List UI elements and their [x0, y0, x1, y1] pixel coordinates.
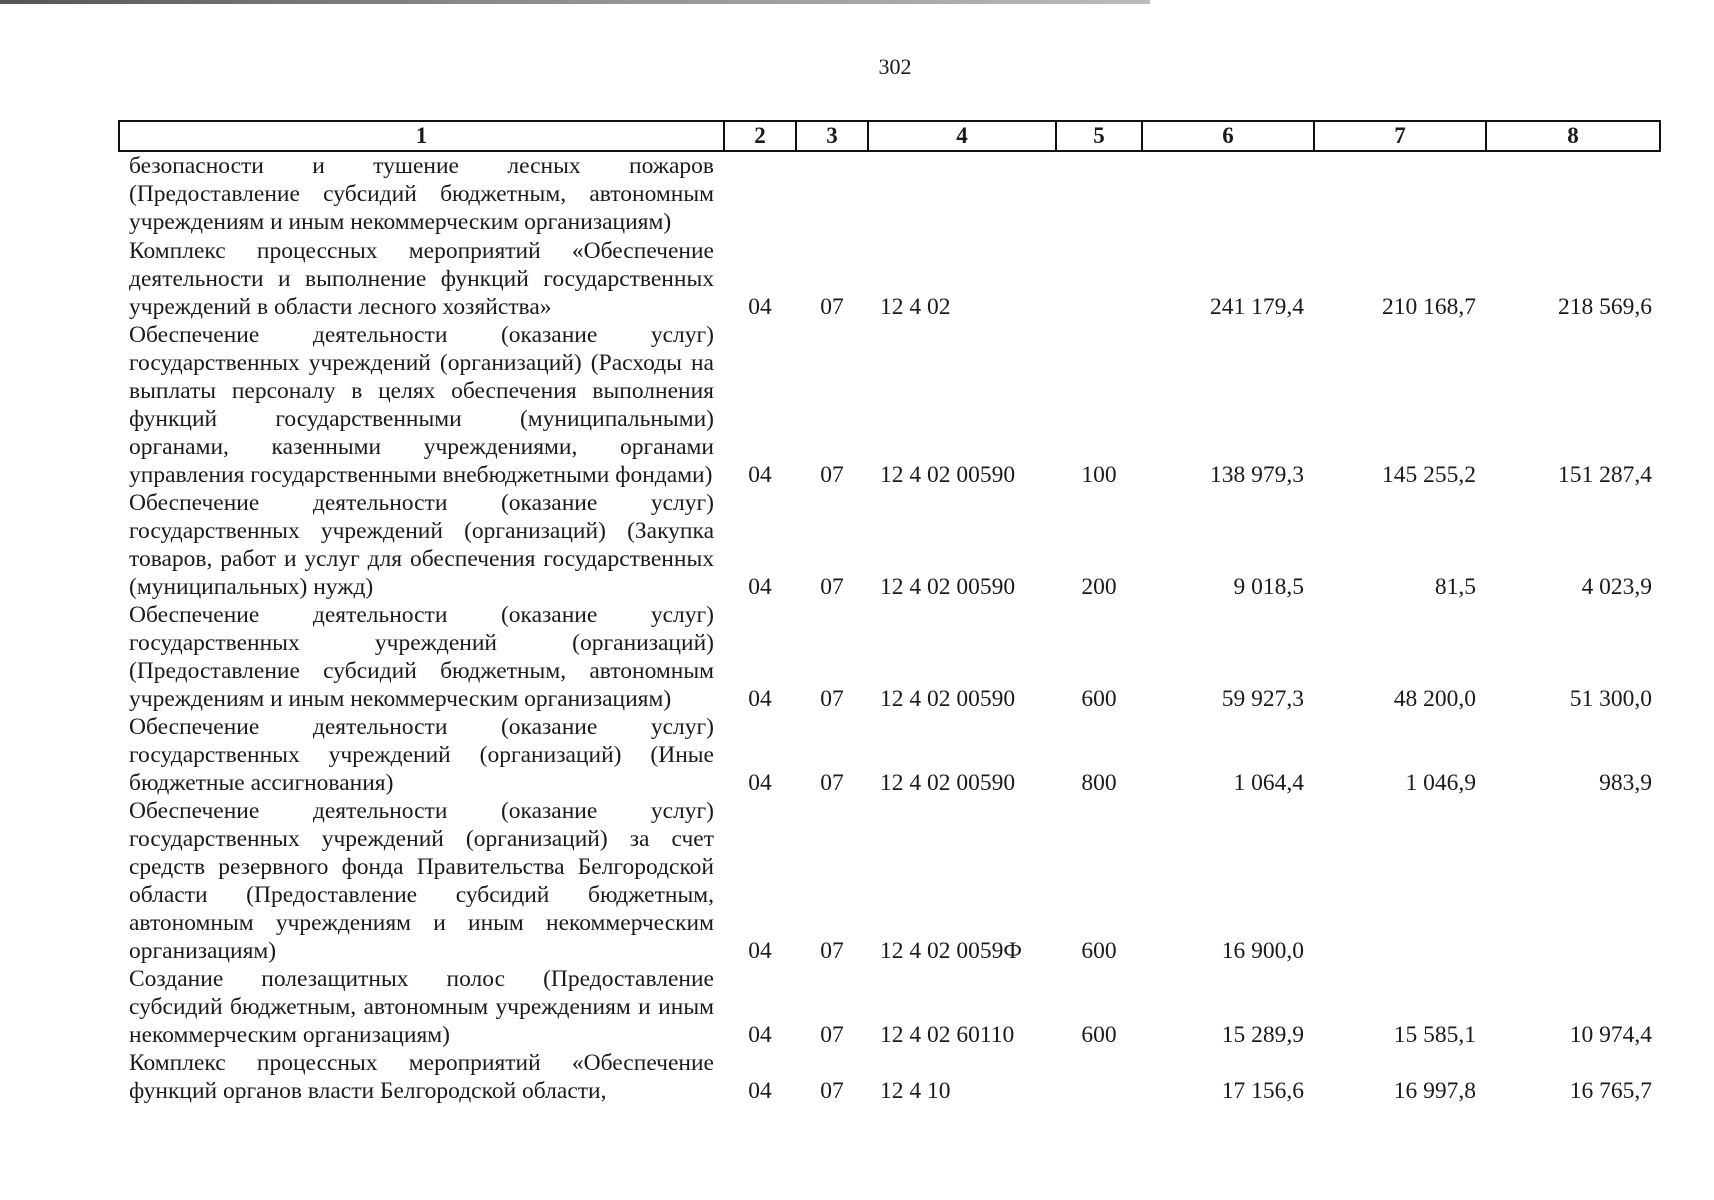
row-subsection: 07 [820, 686, 844, 712]
row-target-code: 12 4 02 00590 [880, 574, 1016, 600]
row-description: Создание полезащитных полос (Предоставление субсидий бюджетным, автономным учреждениям и иным некоммерческим организациям) [129, 966, 714, 1048]
table-row [119, 601, 1660, 713]
row-amount-col6: 15 289,9 [1221, 1022, 1304, 1048]
row-expense-type [1056, 237, 1142, 321]
row-description: Комплекс процессных мероприятий «Обеспечение деятельности и выполнение функций государственных учреждений в области лесного хозяйства» [129, 238, 714, 320]
row-description: Обеспечение деятельности (оказание услуг) государственных учреждений (организаций) (Предоставление субсидий бюджетным, автономным учреждениям и иным некоммерческим организациям) [129, 602, 714, 712]
budget-table [118, 120, 1661, 1105]
row-target-code: 12 4 02 60110 [880, 1022, 1015, 1048]
row-amount-col6: 16 900,0 [1221, 938, 1304, 964]
row-expense-type: 200 [1081, 574, 1117, 600]
row-amount-col7: 1 046,9 [1405, 770, 1476, 796]
row-amount-col7 [1314, 151, 1486, 237]
row-description: Обеспечение деятельности (оказание услуг) государственных учреждений (организаций) (Закупка товаров, работ и услуг для обеспечения государственных (муниципальных) нужд) [129, 490, 714, 600]
header-cell-5: 5 [1056, 121, 1142, 151]
row-subsection: 07 [820, 1078, 844, 1104]
row-amount-col7: 81,5 [1434, 574, 1476, 600]
row-description: Комплекс процессных мероприятий «Обеспечение функций органов власти Белгородской области, [129, 1050, 714, 1104]
row-section: 04 [748, 462, 772, 488]
row-amount-col8 [1486, 151, 1660, 237]
row-target-code: 12 4 02 00590 [880, 770, 1016, 796]
row-amount-col8: 983,9 [1599, 770, 1652, 796]
row-amount-col6: 17 156,6 [1221, 1078, 1304, 1104]
row-amount-col7: 48 200,0 [1393, 686, 1476, 712]
row-amount-col6: 9 018,5 [1233, 574, 1304, 600]
scan-edge-streak [0, 0, 1150, 4]
row-expense-type: 800 [1081, 770, 1117, 796]
row-target-code [868, 151, 1056, 237]
row-subsection [796, 151, 868, 237]
row-section: 04 [748, 770, 772, 796]
row-expense-type: 600 [1081, 686, 1117, 712]
row-target-code: 12 4 02 00590 [880, 686, 1016, 712]
row-amount-col7 [1314, 797, 1486, 965]
table-row [119, 321, 1660, 489]
row-amount-col6: 138 979,3 [1210, 462, 1304, 488]
table-row [119, 151, 1660, 237]
table-row [119, 797, 1660, 965]
row-section: 04 [748, 294, 772, 320]
row-amount-col6 [1142, 151, 1314, 237]
row-subsection: 07 [820, 1022, 844, 1048]
header-cell-1: 1 [119, 121, 724, 151]
table-row [119, 237, 1660, 321]
table-row [119, 489, 1660, 601]
page-number: 302 [878, 54, 912, 79]
header-cell-7: 7 [1314, 121, 1486, 151]
row-subsection: 07 [820, 938, 844, 964]
row-expense-type [1056, 1049, 1142, 1105]
row-subsection: 07 [820, 770, 844, 796]
row-description: Обеспечение деятельности (оказание услуг) государственных учреждений (организаций) (Расходы на выплаты персоналу в целях обеспечения выполнения функций государственными (муниципальными) органами, казенными учреждениями, органами управления государственными внебюджетными фондами) [129, 322, 714, 488]
header-cell-6: 6 [1142, 121, 1314, 151]
row-target-code: 12 4 10 [880, 1078, 951, 1104]
row-section: 04 [748, 1022, 772, 1048]
row-target-code: 12 4 02 [880, 294, 951, 320]
row-amount-col8: 51 300,0 [1569, 686, 1652, 712]
row-amount-col8: 151 287,4 [1558, 462, 1652, 488]
row-amount-col6: 59 927,3 [1221, 686, 1304, 712]
row-description: Обеспечение деятельности (оказание услуг) государственных учреждений (организаций) за счет средств резервного фонда Правительства Белгородской области (Предоставление субсидий бюджетным, автономным учреждениям и иным некоммерческим организациям) [129, 798, 714, 964]
row-description: Обеспечение деятельности (оказание услуг) государственных учреждений (организаций) (Иные бюджетные ассигнования) [129, 714, 714, 796]
row-section: 04 [748, 574, 772, 600]
row-expense-type: 100 [1081, 462, 1117, 488]
row-amount-col7: 145 255,2 [1382, 462, 1476, 488]
row-amount-col8: 4 023,9 [1581, 574, 1652, 600]
header-cell-4: 4 [868, 121, 1056, 151]
row-target-code: 12 4 02 0059Ф [880, 938, 1022, 964]
header-cell-2: 2 [724, 121, 796, 151]
row-amount-col6: 241 179,4 [1210, 294, 1304, 320]
header-cell-8: 8 [1486, 121, 1660, 151]
row-section: 04 [748, 686, 772, 712]
row-section: 04 [748, 1078, 772, 1104]
row-description: безопасности и тушение лесных пожаров (Предоставление субсидий бюджетным, автономным учреждениям и иным некоммерческим организациям) [129, 153, 714, 235]
header-row [119, 121, 1660, 151]
row-amount-col8: 218 569,6 [1558, 294, 1652, 320]
row-expense-type: 600 [1081, 938, 1117, 964]
header-cell-3: 3 [796, 121, 868, 151]
row-amount-col8: 16 765,7 [1569, 1078, 1652, 1104]
row-target-code: 12 4 02 00590 [880, 462, 1016, 488]
row-amount-col7: 15 585,1 [1393, 1022, 1476, 1048]
table-row [119, 965, 1660, 1049]
row-subsection: 07 [820, 462, 844, 488]
row-section: 04 [748, 938, 772, 964]
row-subsection: 07 [820, 574, 844, 600]
row-amount-col6: 1 064,4 [1233, 770, 1304, 796]
row-amount-col8 [1486, 797, 1660, 965]
row-amount-col7: 210 168,7 [1382, 294, 1476, 320]
row-subsection: 07 [820, 294, 844, 320]
table-row [119, 1049, 1660, 1105]
row-expense-type [1056, 151, 1142, 237]
row-amount-col8: 10 974,4 [1569, 1022, 1652, 1048]
row-amount-col7: 16 997,8 [1393, 1078, 1476, 1104]
row-section [724, 151, 796, 237]
row-expense-type: 600 [1081, 1022, 1117, 1048]
table-row [119, 713, 1660, 797]
